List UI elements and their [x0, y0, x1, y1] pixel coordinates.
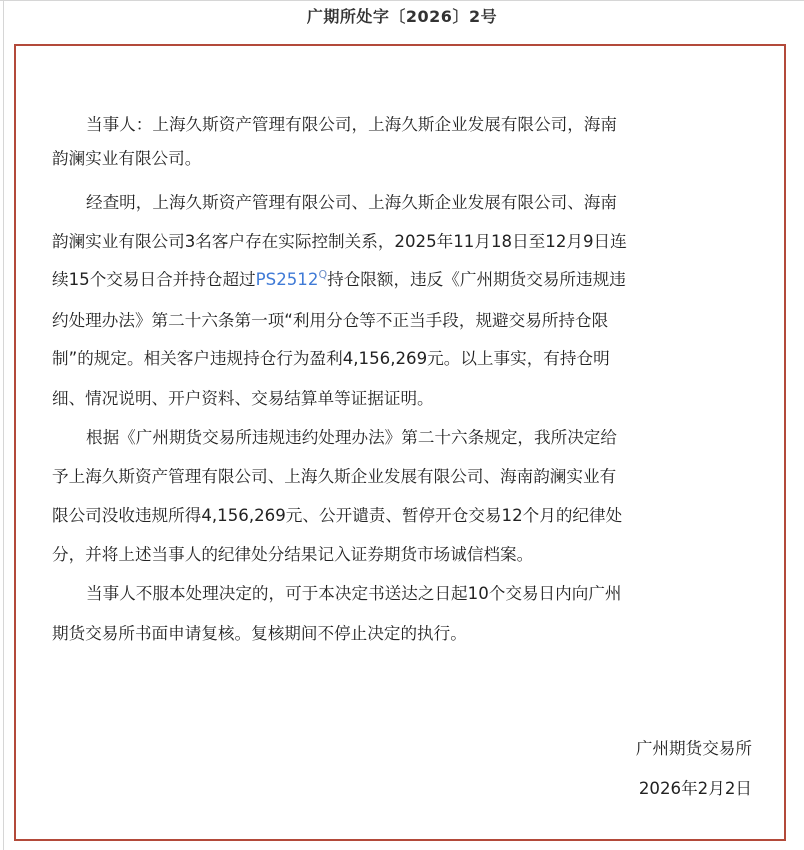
document-number: 广期所处字〔2026〕2号 — [306, 7, 498, 26]
appeal-line-1: 当事人不服本处理决定的，可于本决定书送达之日起10个交易日内向广州 — [86, 584, 622, 603]
party-line-2: 韵澜实业有限公司。 — [52, 149, 202, 168]
issue-date: 2026年2月2日 — [638, 779, 752, 798]
findings-line-3-prefix: 续15个交易日合并持仓超过 — [52, 270, 256, 289]
findings-line-2: 韵澜实业有限公司3名客户存在实际控制关系，2025年11月18日至12月9日连 — [52, 232, 627, 251]
findings-line-6: 细、情况说明、开户资料、交易结算单等证据证明。 — [52, 389, 434, 408]
decision-line-1: 根据《广州期货交易所违规违约处理办法》第二十六条规定，我所决定给 — [86, 428, 617, 447]
party-line-1: 当事人：上海久斯资产管理有限公司，上海久斯企业发展有限公司，海南 — [86, 115, 617, 134]
decision-line-3: 限公司没收违规所得4,156,269元、公开谴责、暂停开仓交易12个月的纪律处 — [52, 506, 623, 525]
findings-line-3-suffix: 持仓限额，违反《广州期货交易所违规违 — [327, 270, 626, 289]
findings-line-4: 约处理办法》第二十六条第一项“利用分仓等不正当手段，规避交易所持仓限 — [52, 311, 609, 330]
contract-code-link[interactable]: PS2512 — [255, 270, 319, 289]
decision-line-2: 予上海久斯资产管理有限公司、上海久斯企业发展有限公司、海南韵澜实业有 — [52, 467, 617, 486]
left-divider — [3, 0, 4, 850]
decision-line-4: 分，并将上述当事人的纪律处分结果记入证券期货市场诚信档案。 — [52, 545, 534, 564]
findings-line-3 — [52, 269, 626, 293]
search-icon[interactable]: Q — [318, 268, 328, 281]
findings-line-5: 制”的规定。相关客户违规持仓行为盈利4,156,269元。以上事实，有持仓明 — [52, 349, 610, 368]
appeal-line-2: 期货交易所书面申请复核。复核期间不停止决定的执行。 — [52, 624, 467, 643]
findings-line-1: 经查明，上海久斯资产管理有限公司、上海久斯企业发展有限公司、海南 — [86, 193, 617, 212]
top-divider — [0, 0, 804, 1]
issuer-name: 广州期货交易所 — [635, 739, 752, 758]
